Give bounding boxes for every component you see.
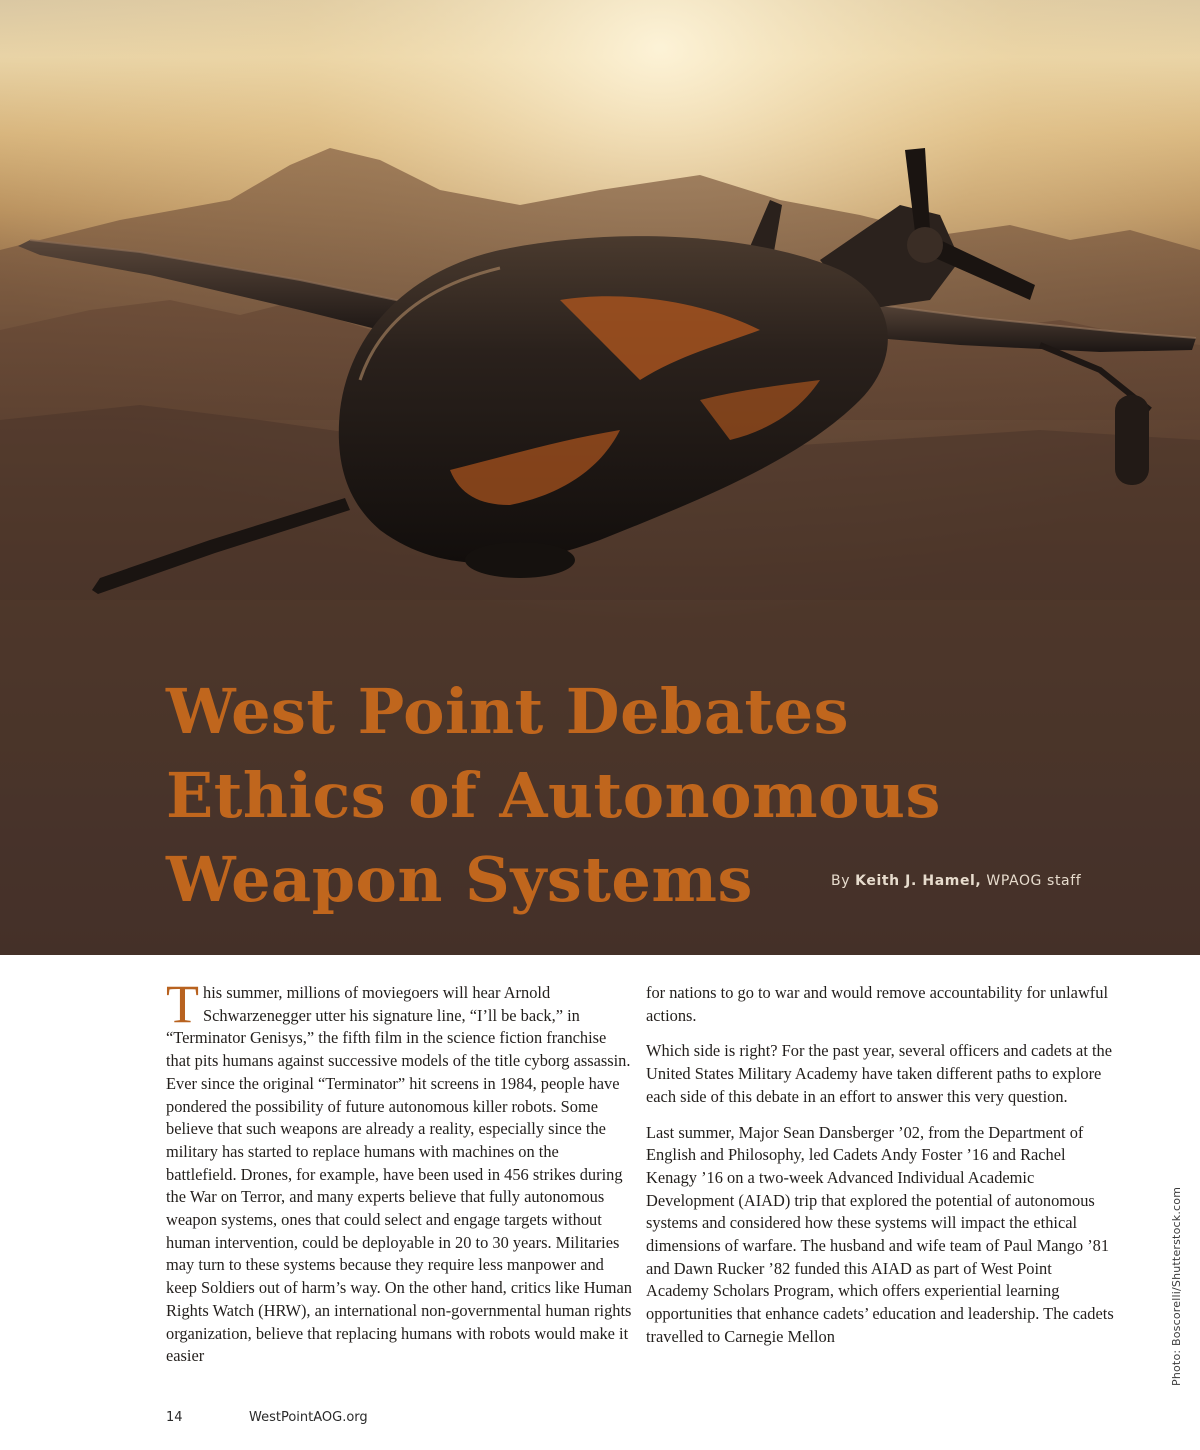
photo-credit: Photo: Boscorelli/Shutterstock.com [1170,1186,1183,1386]
page-number: 14 [166,1410,183,1425]
paragraph-text: his summer, millions of moviegoers will hear Arnold Schwarzenegger utter his signature line, “I’ll be back,” in “Terminator Genisys,” the fifth film in the science fiction franchise that pits humans against successive models of the title cyborg assassin. Ever since the original “Terminator” hit screens in 1984, people have pondered the possibility of future autonomous killer robots. Some believe that such weapons are already a reality, especially since the military has started to replace humans with machines on the battlefield. Drones, for example, have been used in 456 strikes during the War on Terror, and many experts believe that fully autonomous weapon systems, ones that could select and engage targets without human intervention, could be deployable in 20 to 30 years. Militaries may turn to these systems because they require less manpower and keep Soldiers out of harm’s way. On the other hand, critics like Human Rights Watch (HRW), an international non-governmental human rights organization, believe that replacing humans with robots would make it easier [166,983,632,1366]
byline [831,873,1081,889]
article-paragraph: Which side is right? For the past year, several officers and cadets at the United States Military Academy have taken different paths to explore each side of this debate in an effort to answer this very question. [646,1041,1113,1106]
byline-affiliation: WPAOG staff [986,873,1082,889]
title-line-1: West Point Debates [166,675,850,748]
byline-author: Keith J. Hamel, [855,873,982,889]
byline-prefix: By [831,873,851,889]
drop-cap: T [166,974,199,1034]
article-paragraph [166,974,632,1368]
article-column-left [166,974,632,1381]
footer-website: WestPointAOG.org [249,1410,368,1425]
article-paragraph: for nations to go to war and would remove accountability for unlawful actions. [646,983,1109,1025]
title-line-2: Ethics of Autonomous [166,759,941,832]
title-line-3: Weapon Systems [166,843,753,916]
article-paragraph: Last summer, Major Sean Dansberger ’02, from the Department of English and Philosophy, led Cadets Andy Foster ’16 and Rachel Kenagy ’16 on a two-week Advanced Individual Academic Development (AIAD) trip that explored the potential of autonomous systems and considered how these systems will impact the ethical dimensions of warfare. The husband and wife team of Paul Mango ’81 and Dawn Rucker ’82 funded this AIAD as part of West Point Academy Scholars Program, which offers experiential learning opportunities that enhance cadets’ education and leadership. The cadets travelled to Carnegie Mellon [646,1122,1114,1346]
article-column-right [646,982,1116,1362]
